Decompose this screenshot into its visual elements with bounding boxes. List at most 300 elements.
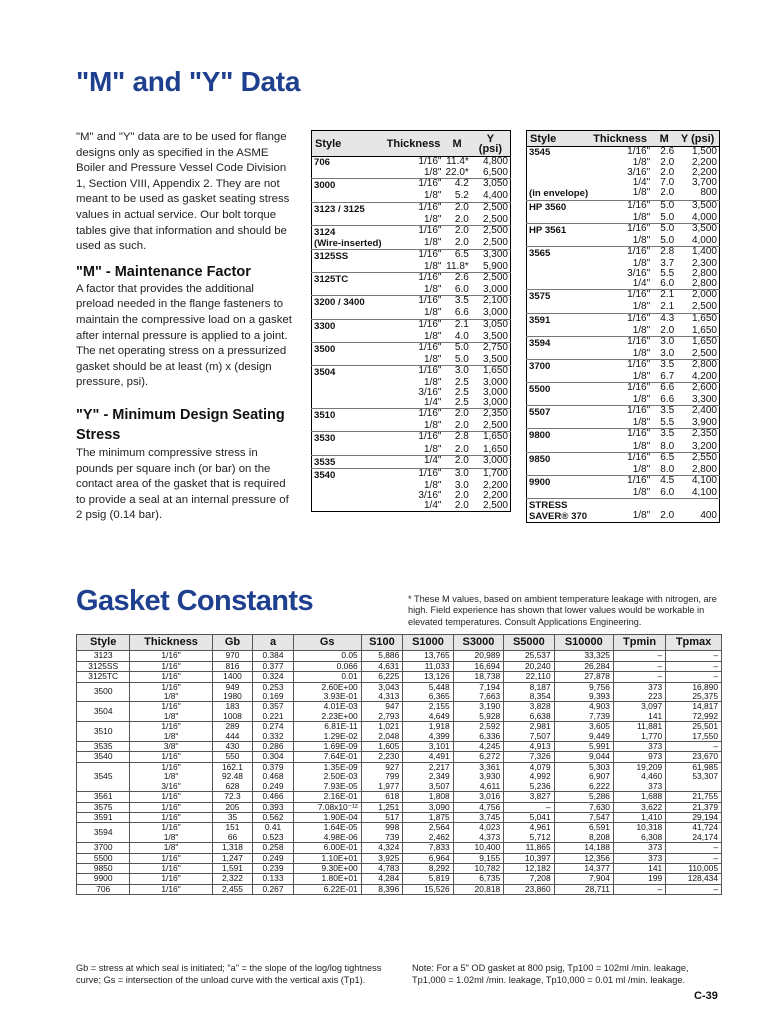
cell-line: 444 <box>225 730 240 741</box>
table-cell: 2.0 <box>454 443 469 455</box>
table-cell <box>130 651 212 661</box>
table-row <box>312 398 511 409</box>
table-cell <box>504 752 554 762</box>
cell-line: 3/8" <box>163 741 179 752</box>
table-cell: 1/8" <box>632 157 651 169</box>
cell-line: 11,033 <box>424 660 450 671</box>
cell-line: 9,756 <box>588 681 610 692</box>
table-cell <box>361 682 403 702</box>
table-cell: 2,500 <box>471 225 511 238</box>
table-cell <box>212 722 253 742</box>
table-cell <box>130 874 212 884</box>
table-cell <box>527 442 591 453</box>
cell-line: 973 <box>648 751 663 762</box>
table-cell <box>361 651 403 661</box>
table-cell <box>453 682 503 702</box>
cell-line: 816 <box>225 660 240 671</box>
table-cell: 3,000 <box>471 455 511 468</box>
table-row <box>77 812 722 822</box>
table-cell: 2,500 <box>482 236 508 248</box>
table-cell <box>554 722 613 742</box>
table-cell <box>130 752 212 762</box>
table-cell: HP 3560 <box>527 200 591 213</box>
cell-line: 0.384 <box>262 650 284 661</box>
table-cell <box>253 823 294 843</box>
table-row <box>527 395 720 406</box>
cell-line: 11,865 <box>525 842 551 853</box>
table-cell: 2.0 <box>454 213 469 225</box>
table-cell: 3700 <box>77 843 130 853</box>
cell-line: 373 <box>648 780 663 791</box>
table-cell: 2.0 <box>443 225 470 238</box>
table-cell: 2.1 <box>652 290 676 303</box>
table-cell: 8.0 <box>660 440 675 452</box>
cell-line: 9,155 <box>479 852 501 863</box>
table-cell <box>212 863 253 873</box>
cell-line: 0.249 <box>262 852 284 863</box>
table-cell: 3575 <box>77 802 130 812</box>
table-cell: 1/16" <box>384 365 444 378</box>
table-cell: 6.7 <box>660 370 675 382</box>
table-cell <box>253 853 294 863</box>
table-cell <box>293 792 361 802</box>
table-row <box>527 168 720 178</box>
table-cell: 2,800 <box>691 268 717 280</box>
table-cell: 1/8" <box>632 324 651 336</box>
table-cell: 1/8" <box>632 486 651 498</box>
m-values-note: * These M values, based on ambient temperature leakage with nitrogen, are high. Field experience has shown that lower values would be workable in elevated temperatures. Consult Applications Engineering. <box>408 594 717 627</box>
table-cell: 1/4" <box>423 397 442 409</box>
table-cell: 2,350 <box>676 429 719 442</box>
table-cell <box>554 884 613 894</box>
cell-line: 1980 <box>223 691 242 702</box>
table-row <box>527 465 720 476</box>
table-cell <box>361 672 403 682</box>
table-cell <box>613 823 665 843</box>
table-cell: 7.0 <box>660 177 675 189</box>
cell-line: – <box>657 650 663 661</box>
table-cell <box>212 661 253 671</box>
table-cell <box>504 702 554 722</box>
cell-line: 5,303 <box>588 761 610 772</box>
table-cell: 2.0 <box>443 455 470 468</box>
cell-line: 21,379 <box>692 801 718 812</box>
table-cell <box>554 853 613 863</box>
table-cell: 3500 <box>77 682 130 702</box>
table-cell: 3/16" <box>627 167 651 179</box>
cell-line: 5,286 <box>588 791 610 802</box>
table-cell <box>403 752 453 762</box>
table-row <box>312 157 511 169</box>
table-cell: 3,500 <box>676 200 719 213</box>
table-row <box>527 372 720 383</box>
table-cell: 3594 <box>527 336 591 349</box>
table-cell: 5.0 <box>652 223 676 236</box>
cell-line: 12,356 <box>584 852 610 863</box>
table-cell: 3.5 <box>652 406 676 419</box>
cell-line: 4,313 <box>378 691 400 702</box>
col-header: S10000 <box>554 635 613 651</box>
cell-line: 6,336 <box>479 730 501 741</box>
table-cell: 800 <box>700 187 717 199</box>
cell-line: 3,622 <box>641 801 663 812</box>
table-row <box>527 452 720 465</box>
table-cell: 3,050 <box>471 179 511 192</box>
table-cell: 3,300 <box>471 249 511 262</box>
cell-line: 6,735 <box>479 873 501 884</box>
table-cell: 4.2 <box>443 179 470 192</box>
table-cell: 4,100 <box>691 486 717 498</box>
table-cell: 9850 <box>527 452 591 465</box>
table-cell <box>527 269 591 279</box>
table-cell: 2.0 <box>443 409 470 422</box>
cell-line: 0.221 <box>262 710 284 721</box>
cell-line: 6.00E-01 <box>323 842 358 853</box>
table-cell: 3561 <box>77 792 130 802</box>
table-cell: 6.5 <box>443 249 470 262</box>
cell-line: 16,694 <box>474 660 501 671</box>
table-cell: 6,500 <box>482 167 508 179</box>
cell-line: – <box>713 660 718 671</box>
table-cell <box>130 661 212 671</box>
cell-line: 2,349 <box>428 771 450 782</box>
cell-line: 6,365 <box>428 691 450 702</box>
table-row <box>312 342 511 355</box>
table-cell <box>613 651 665 661</box>
cell-line: 1/16" <box>161 811 181 822</box>
table-cell: 3565 <box>527 246 591 259</box>
table-cell <box>613 792 665 802</box>
table-cell: 1/16" <box>590 200 652 213</box>
table-cell: 2,500 <box>691 301 717 313</box>
cell-line: – <box>713 883 718 894</box>
cell-line: 4,079 <box>529 761 551 772</box>
cell-line: 3,827 <box>529 791 551 802</box>
table-cell: 3,300 <box>691 394 717 406</box>
table-cell: 3125TC <box>312 273 384 286</box>
table-cell <box>613 843 665 853</box>
table-cell <box>504 802 554 812</box>
cell-line: 33,325 <box>584 650 610 661</box>
cell-line: 5,991 <box>588 741 610 752</box>
table-row <box>312 319 511 332</box>
col-header: Gb <box>212 635 253 651</box>
cell-line: – <box>657 671 663 682</box>
table-cell <box>361 742 403 752</box>
table-cell <box>293 661 361 671</box>
table-cell <box>453 792 503 802</box>
table-cell <box>403 722 453 742</box>
table-cell <box>613 702 665 722</box>
cell-line: 947 <box>385 701 400 712</box>
cell-line: 4,913 <box>529 741 551 752</box>
table-cell <box>666 853 722 863</box>
cell-line: 0.324 <box>262 671 284 682</box>
table-cell: 3.0 <box>652 336 676 349</box>
col-header: Style <box>77 635 130 651</box>
table-row <box>312 168 511 179</box>
table-cell: 2,600 <box>676 383 719 396</box>
table-cell <box>312 481 384 491</box>
table-cell: 1/8" <box>632 211 651 223</box>
table-cell <box>504 661 554 671</box>
cell-line: 3,101 <box>428 741 450 752</box>
cell-line: 5,886 <box>378 650 400 661</box>
table-cell: 1,400 <box>676 246 719 259</box>
cell-line: 0.249 <box>262 780 284 791</box>
table-cell <box>554 792 613 802</box>
cell-line: 7,547 <box>588 811 610 822</box>
table-cell <box>130 762 212 791</box>
cell-line: 970 <box>225 650 240 661</box>
table-cell <box>613 884 665 894</box>
table-cell <box>613 742 665 752</box>
table-cell: 3/16" <box>418 489 442 501</box>
table-row <box>527 429 720 442</box>
table-cell: 1/8" <box>423 284 442 296</box>
cell-line: 1,808 <box>428 791 450 802</box>
table-cell <box>453 843 503 853</box>
cell-line: 7,208 <box>529 873 551 884</box>
table-cell: 1/16" <box>590 383 652 396</box>
col-header: Style <box>527 131 591 147</box>
table-cell <box>554 874 613 884</box>
table-cell: 1,650 <box>676 336 719 349</box>
cell-line: 1.64E-05 <box>323 822 358 833</box>
table-row <box>527 188 720 200</box>
cell-line: 22,110 <box>525 671 551 682</box>
table-cell: 3125SS <box>312 249 384 262</box>
cell-line: 0.466 <box>262 791 284 802</box>
table-cell: 1,650 <box>471 365 511 378</box>
table-cell <box>453 853 503 863</box>
cell-line: 3,745 <box>479 811 501 822</box>
table-cell <box>253 792 294 802</box>
table-cell: 3591 <box>77 812 130 822</box>
table-cell <box>253 672 294 682</box>
table-cell <box>613 752 665 762</box>
cell-line: 1.80E+01 <box>321 873 358 884</box>
table-cell <box>527 349 591 360</box>
cell-line: 24,174 <box>692 831 718 842</box>
cell-line: 1.29E-02 <box>323 730 358 741</box>
table-cell: 2.0 <box>660 167 675 179</box>
table-row <box>77 792 722 802</box>
table-cell: 5.0 <box>443 342 470 355</box>
table-cell: 2,500 <box>471 273 511 286</box>
cell-line: 18,738 <box>474 671 501 682</box>
cell-line: 5,236 <box>529 780 551 791</box>
cell-line: 7,904 <box>588 873 610 884</box>
table-cell <box>666 672 722 682</box>
cell-line: 4.01E-03 <box>323 701 358 712</box>
table-cell <box>293 812 361 822</box>
table-row <box>527 359 720 372</box>
col-header: S3000 <box>453 635 503 651</box>
footnote-definitions: Gb = stress at which seal is initiated; "a" = the slope of the log/log tightness curve; Gs = intersection of the unload curve with the vertical axis (Tp1). <box>76 963 382 985</box>
table-cell: 3.0 <box>660 347 675 359</box>
table-cell: 3,700 <box>691 177 717 189</box>
table-cell: (in envelope) <box>529 188 589 200</box>
table-cell <box>666 722 722 742</box>
table-cell: 3,500 <box>676 223 719 236</box>
table-cell <box>293 874 361 884</box>
cell-line: 8,292 <box>428 862 450 873</box>
cell-line: 6,225 <box>378 671 400 682</box>
page-title: "M" and "Y" Data <box>76 66 301 97</box>
table-cell <box>666 742 722 752</box>
cell-line: 4,324 <box>378 842 400 853</box>
table-cell: 4.5 <box>652 475 676 488</box>
table-cell <box>504 884 554 894</box>
table-cell <box>361 874 403 884</box>
table-cell: 5500 <box>527 383 591 396</box>
col-header: Tpmax <box>666 635 722 651</box>
table-cell: 1/4" <box>632 177 651 189</box>
table-cell <box>253 762 294 791</box>
table-row <box>527 279 720 290</box>
table-cell <box>453 863 503 873</box>
table-cell <box>453 661 503 671</box>
cell-line: 14,377 <box>584 862 610 873</box>
cell-line: 5,041 <box>529 811 551 822</box>
table-cell: 1/8" <box>423 330 442 342</box>
table-row <box>77 874 722 884</box>
table-cell <box>130 742 212 752</box>
cell-line: 1/8" <box>163 691 179 702</box>
cell-line: 3,361 <box>479 761 501 772</box>
table-cell <box>253 682 294 702</box>
table-cell <box>253 874 294 884</box>
table-cell: 3123 <box>77 651 130 661</box>
cell-line: 4,783 <box>378 862 400 873</box>
table-row <box>312 365 511 378</box>
cell-line: 92.48 <box>222 771 243 782</box>
table-cell <box>293 863 361 873</box>
table-cell <box>361 752 403 762</box>
cell-line: 41,724 <box>692 822 718 833</box>
table-cell: 2,200 <box>691 167 717 179</box>
table-cell: 1/16" <box>590 336 652 349</box>
table-cell: 2.6 <box>660 146 675 158</box>
table-cell <box>312 445 384 456</box>
cell-line: 6.81E-11 <box>324 721 358 732</box>
cell-line: 373 <box>648 681 663 692</box>
table-cell <box>130 802 212 812</box>
intro-column <box>76 130 292 524</box>
cell-line: 5,712 <box>529 831 551 842</box>
table-cell: 1/8" <box>632 347 651 359</box>
table-cell: 1/16" <box>384 179 444 192</box>
table-cell <box>312 308 384 319</box>
table-cell: 2.0 <box>454 489 469 501</box>
table-cell: 5.2 <box>454 190 469 202</box>
cell-line: 10,397 <box>524 852 551 863</box>
cell-line: 8,208 <box>588 831 610 842</box>
cell-line: 151 <box>225 822 240 833</box>
table-cell: 2,800 <box>676 359 719 372</box>
cell-line: 110,005 <box>688 862 718 873</box>
cell-line: 0.133 <box>262 873 284 884</box>
table-cell: 6.0 <box>454 284 469 296</box>
table-cell: 3535 <box>312 455 384 468</box>
cell-line: 72.3 <box>224 791 241 802</box>
cell-line: 0.01 <box>341 671 358 682</box>
table-cell: 2.8 <box>443 432 470 445</box>
table-cell: 1/16" <box>384 409 444 422</box>
table-cell <box>613 661 665 671</box>
cell-line: 20,240 <box>524 660 551 671</box>
cell-line: 1,875 <box>428 811 450 822</box>
cell-line: 1/16" <box>161 873 181 884</box>
table-row <box>312 225 511 238</box>
table-cell: 1/16" <box>384 202 444 215</box>
table-cell <box>312 215 384 226</box>
cell-line: 0.379 <box>262 761 284 772</box>
cell-line: 1/16" <box>161 761 181 772</box>
cell-line: 7,739 <box>588 710 610 721</box>
table-cell: 2.1 <box>660 301 675 313</box>
col-header: M <box>443 131 470 157</box>
table-cell: 2,550 <box>676 452 719 465</box>
table-header-row <box>527 131 720 147</box>
table-row <box>527 178 720 188</box>
table-cell: 6.6 <box>660 394 675 406</box>
table-cell: 1/8" <box>423 443 442 455</box>
table-cell: 2,400 <box>676 406 719 419</box>
table-cell: 3540 <box>77 752 130 762</box>
cell-line: 16,890 <box>692 681 718 692</box>
cell-line: 11,881 <box>637 721 663 732</box>
cell-line: 26,284 <box>584 660 610 671</box>
table-cell: 5.5 <box>660 417 675 429</box>
table-cell: 5.0 <box>660 234 675 246</box>
table-cell: 4,200 <box>691 370 717 382</box>
table-cell: 1,650 <box>676 313 719 326</box>
table-cell: 6.6 <box>652 383 676 396</box>
cell-line: 199 <box>648 873 663 884</box>
table-cell: 8.0 <box>660 463 675 475</box>
table-cell: 1/8" <box>423 261 442 273</box>
table-cell: 1/16" <box>590 475 652 488</box>
table-cell: 2,300 <box>691 258 717 270</box>
cell-line: 2,217 <box>428 761 450 772</box>
table-cell: 1/4" <box>632 278 651 290</box>
table-cell <box>453 874 503 884</box>
table-cell <box>212 812 253 822</box>
table-cell: 2,500 <box>482 500 508 511</box>
cell-line: 4,611 <box>479 780 501 791</box>
cell-line: 0.562 <box>262 811 284 822</box>
table-cell: 2.0 <box>454 420 469 432</box>
cell-line: 1.35E-09 <box>323 761 358 772</box>
table-cell <box>527 326 591 337</box>
table-cell: 1/8" <box>423 479 442 491</box>
table-cell <box>212 843 253 853</box>
table-cell: 3,000 <box>482 376 508 388</box>
cell-line: 2,048 <box>378 730 400 741</box>
col-header: S100 <box>361 635 403 651</box>
table-cell: 22.0* <box>445 167 469 179</box>
cell-line: 4,649 <box>428 710 450 721</box>
cell-line: 3.93E-01 <box>323 691 358 702</box>
cell-line: 14,188 <box>584 842 610 853</box>
table-cell: 1,650 <box>691 324 717 336</box>
table-cell <box>293 802 361 812</box>
table-cell <box>666 874 722 884</box>
table-row <box>527 326 720 337</box>
table-cell <box>504 682 554 702</box>
